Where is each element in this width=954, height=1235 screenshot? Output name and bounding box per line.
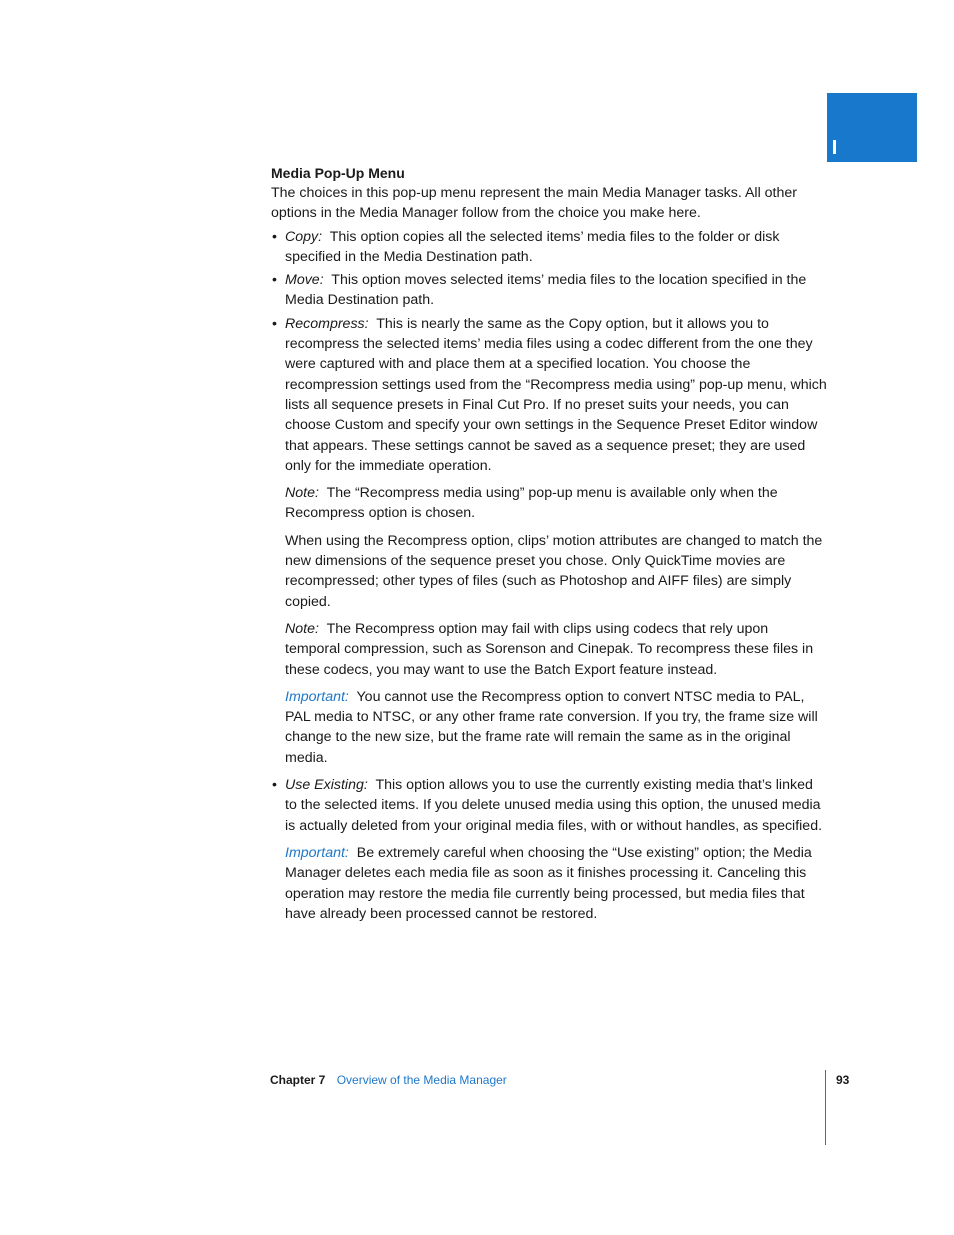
list-item-move (271, 270, 827, 311)
bullet-icon: • (272, 228, 277, 245)
text-use-existing: This option allows you to use the currently existing media that’s linked to the selected items. If you delete unused media using this option, the unused media is actually deleted from your original media files, with or without handles, as specified. (285, 777, 823, 834)
text-copy: This option copies all the selected items’ media files to the folder or disk specified in the Media Destination path. (285, 228, 780, 265)
chapter-label: Chapter 7 (270, 1073, 326, 1087)
bullet-icon: • (272, 777, 277, 794)
important-recompress (285, 687, 827, 768)
note-text: The “Recompress media using” pop-up menu is available only when the Recompress option is chosen. (285, 485, 778, 522)
important-text: You cannot use the Recompress option to convert NTSC media to PAL, PAL media to NTSC, or any other frame rate conversion. If you try, the frame size will change to the new size, but the frame rate will remain the same as in the original media. (285, 688, 818, 766)
note-temporal-compression (285, 619, 827, 680)
important-text: Be extremely careful when choosing the “Use existing” option; the Media Manager deletes each media file as soon as it finishes processing it. Canceling this operation may restore the media file currently being processed, but media files that have already been processed cannot be restored. (285, 844, 812, 922)
important-use-existing (285, 843, 827, 924)
main-content (271, 163, 827, 924)
chapter-tab-marker (833, 140, 836, 154)
term-use-existing: Use Existing: (285, 777, 368, 794)
chapter-tab (827, 93, 917, 162)
important-label: Important: (285, 688, 349, 705)
term-copy: Copy: (285, 228, 323, 245)
text-recompress: This is nearly the same as the Copy option, but it allows you to recompress the selected items’ media files using a codec different from the one they were captured with and place them at a specified location. You choose the recompression settings used from the “Recompress media using” pop-up menu, which lists all sequence presets in Final Cut Pro. If no preset suits your needs, you can choose Custom and specify your own settings in the Sequence Preset Editor window that appears. These settings cannot be saved as a sequence preset; they are used only for the immediate operation. (285, 315, 827, 474)
chapter-title-link[interactable]: Overview of the Media Manager (336, 1073, 507, 1087)
term-recompress: Recompress: (285, 315, 369, 332)
list-item-recompress (271, 314, 827, 768)
bullet-icon: • (272, 272, 277, 289)
bullet-icon: • (272, 315, 277, 332)
note-label: Note: (285, 620, 319, 637)
list-item-use-existing (271, 775, 827, 924)
note-text: The Recompress option may fail with clips using codecs that rely upon temporal compression, such as Sorenson and Cinepak. To recompress these files in these codecs, you may want to use the Batch Export feature instead. (285, 620, 814, 678)
term-move: Move: (285, 272, 324, 289)
list-item-copy (271, 227, 827, 268)
recompress-paragraph: When using the Recompress option, clips’ motion attributes are changed to match the new dimensions of the sequence preset you chose. Only QuickTime movies are recompressed; other types of files (such as Photoshop and AIFF files) are simply copied. (285, 532, 823, 610)
text-move: This option moves selected items’ media files to the location specified in the Media Destination path. (285, 272, 807, 309)
option-list (271, 227, 827, 925)
note-label: Note: (285, 485, 319, 502)
page-number: 93 (836, 1073, 850, 1087)
note-recompress-menu (285, 483, 827, 524)
footer-divider (825, 1070, 826, 1145)
section-heading: Media Pop-Up Menu (271, 165, 405, 181)
intro-paragraph: The choices in this pop-up menu represent the main Media Manager tasks. All other options in the Media Manager follow from the choice you make here. (271, 185, 798, 222)
page-footer (270, 1071, 507, 1089)
important-label: Important: (285, 844, 349, 861)
